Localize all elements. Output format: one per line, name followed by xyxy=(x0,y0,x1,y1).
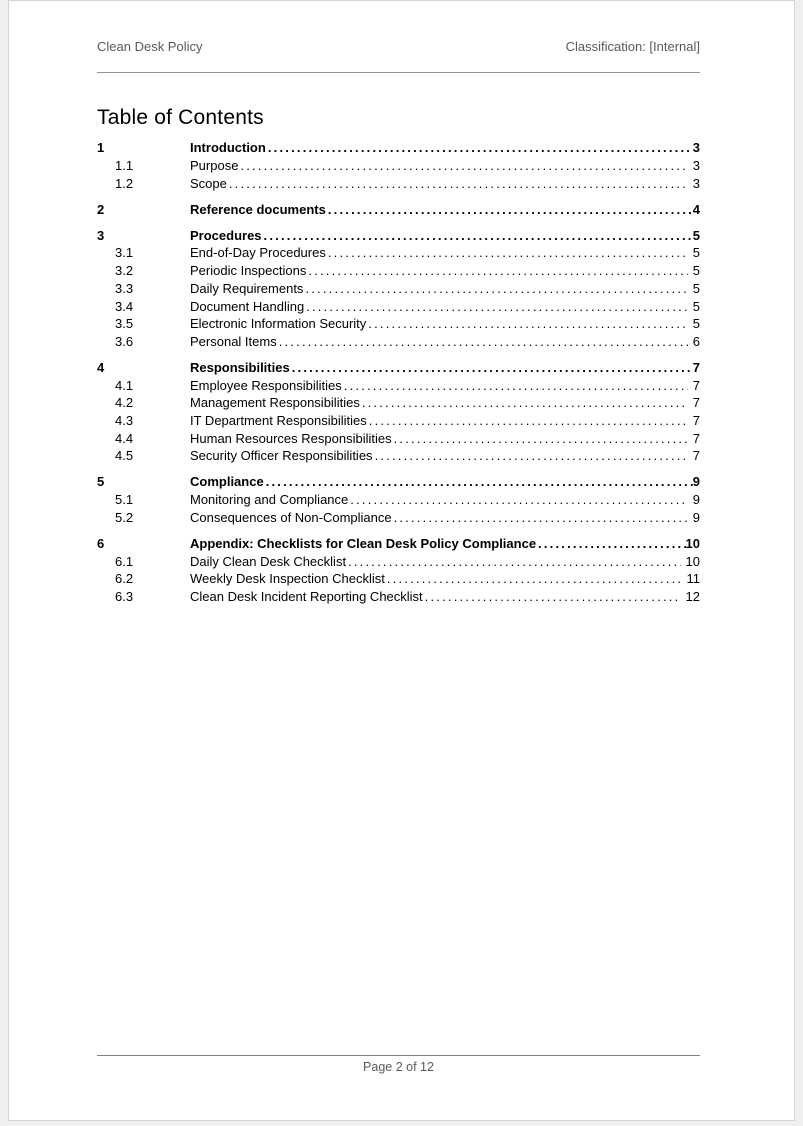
toc-entry-page: 9 xyxy=(692,492,700,508)
toc-entry-number: 3.4 xyxy=(115,298,134,314)
toc-entry[interactable] xyxy=(97,315,700,333)
toc-entry-label: Security Officer Responsibilities xyxy=(190,448,373,464)
toc-entry-number: 3.6 xyxy=(115,333,134,349)
header-document-title: Clean Desk Policy xyxy=(97,39,203,54)
toc-entry[interactable] xyxy=(97,244,700,262)
toc-entry-number: 4.2 xyxy=(115,395,134,411)
toc-entry-label: Electronic Information Security xyxy=(190,316,367,332)
document-page xyxy=(8,0,795,1121)
toc-entry[interactable] xyxy=(97,412,700,430)
toc-entry-page: 7 xyxy=(692,448,700,464)
toc-entry-page: 9 xyxy=(692,474,700,490)
toc-leader-dots xyxy=(328,201,693,219)
toc-entry-number: 4.3 xyxy=(115,413,134,429)
toc-title: Table of Contents xyxy=(97,106,264,129)
toc-entry-label: Consequences of Non-Compliance xyxy=(190,509,392,525)
toc-leader-dots xyxy=(240,157,687,175)
toc-leader-dots xyxy=(350,491,688,509)
toc-entry[interactable] xyxy=(97,553,700,571)
toc-entry-number: 4.1 xyxy=(115,377,134,393)
toc-entry[interactable] xyxy=(97,227,700,245)
toc-entry-number: 3.5 xyxy=(115,316,134,332)
toc-leader-dots xyxy=(266,473,693,491)
toc-entry-label: End-of-Day Procedures xyxy=(190,245,326,261)
toc-leader-dots xyxy=(387,570,682,588)
toc-entry-page: 5 xyxy=(692,227,700,243)
toc-entry[interactable] xyxy=(97,280,700,298)
toc-entry-label: Weekly Desk Inspection Checklist xyxy=(190,571,385,587)
toc-leader-dots xyxy=(268,139,693,157)
toc-entry-label: Monitoring and Compliance xyxy=(190,492,349,508)
toc-entry-page: 6 xyxy=(692,333,700,349)
toc-entry-page: 5 xyxy=(692,245,700,261)
toc-leader-dots xyxy=(369,412,688,430)
toc-entry[interactable] xyxy=(97,333,700,351)
toc-entry-label: Scope xyxy=(190,175,227,191)
toc-entry[interactable] xyxy=(97,570,700,588)
toc-leader-dots xyxy=(368,315,687,333)
toc-entry-label: IT Department Responsibilities xyxy=(190,413,367,429)
toc-entry-page: 5 xyxy=(692,316,700,332)
toc-leader-dots xyxy=(394,509,688,527)
toc-entry-page: 7 xyxy=(692,413,700,429)
toc-entry-number: 2 xyxy=(97,201,105,217)
toc-entry-number: 4.5 xyxy=(115,448,134,464)
toc-entry-label: Employee Responsibilities xyxy=(190,377,342,393)
toc-entry[interactable] xyxy=(97,535,700,553)
toc-entry-label: Clean Desk Incident Reporting Checklist xyxy=(190,588,423,604)
toc-leader-dots xyxy=(425,588,681,606)
toc-entry-label: Periodic Inspections xyxy=(190,263,307,279)
toc-leader-dots xyxy=(344,377,688,395)
toc-entry-label: Reference documents xyxy=(190,201,326,217)
toc-entry-number: 1.2 xyxy=(115,175,134,191)
toc-entry[interactable] xyxy=(97,262,700,280)
toc-leader-dots xyxy=(394,430,688,448)
toc-entry-number: 3.3 xyxy=(115,280,134,296)
toc-entry-page: 7 xyxy=(692,359,700,375)
toc-entry[interactable] xyxy=(97,139,700,157)
toc-entry-page: 3 xyxy=(692,175,700,191)
toc-leader-dots xyxy=(328,244,688,262)
toc-entry-number: 3.1 xyxy=(115,245,134,261)
toc-leader-dots xyxy=(306,298,688,316)
toc-entry-page: 5 xyxy=(692,280,700,296)
toc-entry-number: 6.1 xyxy=(115,553,134,569)
toc-entry-label: Document Handling xyxy=(190,298,305,314)
toc-entry-label: Introduction xyxy=(190,140,266,156)
toc-entry[interactable] xyxy=(97,175,700,193)
toc-entry[interactable] xyxy=(97,157,700,175)
toc-entry-number: 3.2 xyxy=(115,263,134,279)
toc-entry[interactable] xyxy=(97,491,700,509)
toc-entry-label: Personal Items xyxy=(190,333,277,349)
toc-entry[interactable] xyxy=(97,394,700,412)
toc-entry-number: 4.4 xyxy=(115,430,134,446)
toc-leader-dots xyxy=(348,553,680,571)
toc-entry-page: 3 xyxy=(692,140,700,156)
toc-entry-label: Responsibilities xyxy=(190,359,290,375)
toc-entry[interactable] xyxy=(97,588,700,606)
toc-entry-number: 1.1 xyxy=(115,158,134,173)
toc-entry-label: Compliance xyxy=(190,474,264,490)
toc-entry[interactable] xyxy=(97,473,700,491)
toc-entry-number: 1 xyxy=(97,140,105,156)
toc-entry-label: Management Responsibilities xyxy=(190,395,360,411)
toc-entry-page: 7 xyxy=(692,395,700,411)
footer-page-number: Page 2 of 12 xyxy=(363,1060,434,1074)
toc-entry-label: Daily Requirements xyxy=(190,280,304,296)
toc-leader-dots xyxy=(375,447,688,465)
toc-entry-number: 4 xyxy=(97,359,105,375)
toc-entry[interactable] xyxy=(97,298,700,316)
toc-entry-page: 7 xyxy=(692,377,700,393)
toc-entry-page: 12 xyxy=(685,588,700,604)
toc-leader-dots xyxy=(305,280,687,298)
toc-leader-dots xyxy=(308,262,687,280)
toc-leader-dots xyxy=(279,333,688,351)
toc-entry-page: 5 xyxy=(692,263,700,279)
toc-entry-page: 7 xyxy=(692,430,700,446)
toc-entry[interactable] xyxy=(97,201,700,219)
toc-entry-page: 9 xyxy=(692,509,700,525)
toc-entry-label: Appendix: Checklists for Clean Desk Policy Compliance xyxy=(190,535,537,551)
toc-entry-page: 3 xyxy=(692,158,700,173)
toc-leader-dots xyxy=(229,175,688,193)
toc-entry-label: Purpose xyxy=(190,158,239,173)
toc-entry-label: Human Resources Responsibilities xyxy=(190,430,392,446)
toc-entry-number: 6 xyxy=(97,535,105,551)
toc-entry-page: 4 xyxy=(692,201,700,217)
toc-entry[interactable] xyxy=(97,377,700,395)
page-footer xyxy=(97,1055,700,1076)
toc-leader-dots xyxy=(264,227,693,245)
toc-entry-number: 5 xyxy=(97,474,105,490)
header-rule xyxy=(97,72,700,73)
toc-leader-dots xyxy=(292,359,693,377)
toc-entry-number: 3 xyxy=(97,227,105,243)
toc-entry-number: 6.3 xyxy=(115,588,134,604)
toc-entry-number: 5.1 xyxy=(115,492,134,508)
toc-entry-number: 5.2 xyxy=(115,509,134,525)
toc-list xyxy=(97,139,700,605)
page-header xyxy=(97,39,700,54)
toc-entry[interactable] xyxy=(97,430,700,448)
toc-entry-label: Daily Clean Desk Checklist xyxy=(190,553,347,569)
toc-leader-dots xyxy=(538,535,685,553)
toc-entry-page: 10 xyxy=(685,535,700,551)
header-classification-label: Classification: [Internal] xyxy=(565,39,700,54)
toc-entry[interactable] xyxy=(97,359,700,377)
toc-entry-number: 6.2 xyxy=(115,571,134,587)
toc-entry-label: Procedures xyxy=(190,227,262,243)
toc-entry[interactable] xyxy=(97,447,700,465)
toc-entry[interactable] xyxy=(97,509,700,527)
toc-entry-page: 5 xyxy=(692,298,700,314)
toc-entry-page: 11 xyxy=(686,571,700,587)
toc-entry-page: 10 xyxy=(685,553,700,569)
toc-leader-dots xyxy=(362,394,688,412)
